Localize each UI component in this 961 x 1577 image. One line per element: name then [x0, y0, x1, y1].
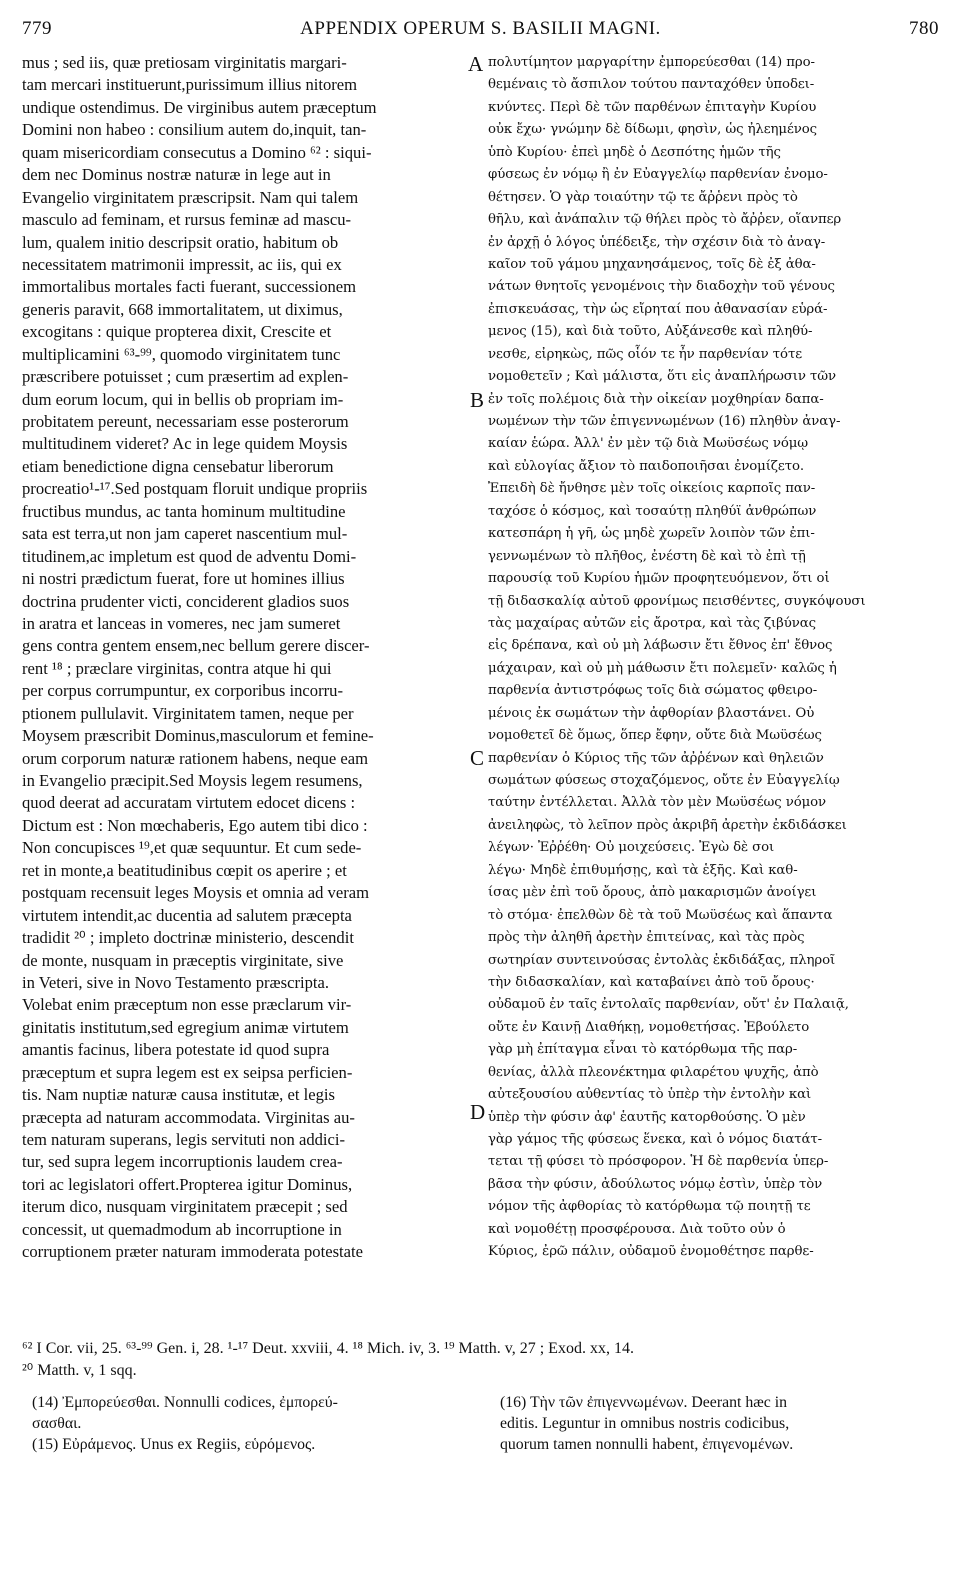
greek-text-line: βᾶσα τὴν φύσιν, ἀδούλωτος νόμῳ ἐστὶν, ὑπὲρ τὸν	[488, 1176, 823, 1192]
latin-text-line: necessitatem matrimonii impressit, ac iis, qui ex	[22, 254, 342, 274]
greek-text-line: θῆλυ, καὶ ἀνάπαλιν τῷ θήλει πρὸς τὸ ἄῤῥεν, οἵανπερ	[488, 212, 842, 228]
greek-text-line: καίαν ἑώρα. Ἀλλ' ἐν μὲν τῷ διὰ Μωϋσέως νόμῳ	[488, 436, 809, 452]
latin-text-line: Volebat enim præceptum non esse præclarum vir-	[22, 995, 352, 1015]
latin-column	[22, 52, 468, 1264]
greek-text-line: σωμάτων φύσεως στοχαζόμενος, οὔτε ἐν Εὐαγγελίῳ	[488, 773, 840, 788]
greek-text-line: καὶ εὐλογίας ἄξιον τὸ παιδοποιῆσαι ἐνομίζετο.	[488, 458, 804, 474]
latin-text-line: tem naturam superans, legis servituti non addici-	[22, 1130, 346, 1149]
latin-text-line: ptionem pullulavit. Virginitatem tamen, neque per	[22, 703, 354, 723]
greek-text-line: παρουσίᾳ τοῦ Κυρίου ἡμῶν προφητευόμενον, ὅτι οἱ	[488, 571, 830, 587]
greek-text-line: μάχαιραν, καὶ οὐ μὴ μάθωσιν ἔτι πολεμεῖν· καλῶς ἡ	[488, 660, 837, 676]
greek-text-line: θενίας, ἀλλὰ πλεονέκτημα φιλαρέτου ψυχῆς, ἀπὸ	[488, 1064, 819, 1080]
latin-text-line: etiam benedictione digna censebatur liberorum	[22, 456, 334, 476]
latin-text-line: ni nostri prædictum fuerat, fore ut homines illius	[22, 569, 345, 589]
greek-text-line: πρὸς τὴν ἀληθῆ ἀρετὴν ἐπιτείνας, καὶ τὰς πρὸς	[488, 930, 805, 946]
latin-text-line: fructibus mundus, ac tanta hominum multitudine	[22, 501, 346, 521]
latin-text-line: Moysem præscribit Dominus,masculorum et femine-	[22, 726, 374, 746]
greek-text-line: γὰρ γάμος τῆς φύσεως ἕνεκα, καὶ ὁ νόμος διατάτ-	[488, 1132, 822, 1147]
latin-text-line: ret in monte,a beatitudinibus cœpit os aperire ; et	[22, 860, 347, 880]
greek-text-line: τὴν διδασκαλίαν, καὶ καταβαίνει ἀπὸ τοῦ ὄρους·	[488, 974, 815, 990]
greek-text-line: πολυτίμητον μαργαρίτην ἐμπορεύεσθαι (14) προ-	[488, 55, 815, 70]
latin-text-line: Dictum est : Non mœchaberis, Ego autem tibi dico :	[22, 815, 368, 835]
latin-text-line: præscribere potuisset ; cum præsertim ad explen-	[22, 367, 349, 387]
margin-marker-c: C	[470, 746, 485, 770]
greek-text-line: ὑπὸ Κυρίου· ἐπεὶ μηδὲ ὁ Δεσπότης ἡμῶν τῆς	[488, 144, 781, 160]
margin-marker-d: D	[470, 1100, 486, 1124]
greek-text-line: οὐδαμοῦ ἐν ταῖς ἐντολαῖς παρθενίαν, οὔτ' ἐν Παλαιᾷ,	[488, 997, 849, 1013]
greek-text-line: ταύτην ἐντέλλεται. Ἀλλὰ τὸν μὲν Μωϋσέως νόμον	[488, 795, 827, 811]
scripture-references	[22, 1338, 939, 1382]
greek-text-line: μενος (15), καὶ διὰ τοῦτο, Αὐξάνεσθε καὶ πληθύ-	[488, 324, 813, 340]
greek-text-line: λέγω· Μηδὲ ἐπιθυμήσῃς, καὶ τὰ ἑξῆς. Καὶ καθ-	[488, 862, 798, 878]
running-header	[22, 18, 939, 48]
greek-text-line: αὐτεξουσίου αὐθεντίας τὸ ὑπὲρ τὴν ἐντολὴν καὶ	[488, 1087, 812, 1103]
latin-text-line: procreatio¹-¹⁷.Sed postquam floruit undique propriis	[22, 479, 368, 499]
greek-text-line: σωτηρίαν συντεινούσας ἐντολὰς ἐκδιδάξας, πληροῖ	[488, 952, 836, 968]
latin-text-line: generis paravit, 668 immortalitatem, ut diximus,	[22, 299, 343, 319]
greek-text-line: ὑπὲρ τὴν φύσιν ἀφ' ἑαυτῆς κατορθούσης. Ὁ μὲν	[488, 1109, 806, 1125]
footnotes-left	[32, 1392, 472, 1455]
latin-text-line: corruptionem præter naturam immoderata potestate	[22, 1242, 363, 1262]
greek-text-line: νομοθετεῖ δὲ ὅμως, ὅπερ ἔφην, οὔτε διὰ Μωϋσέως	[488, 728, 822, 744]
latin-text-line: dem nec Dominus nostræ naturæ in lege aut in	[22, 165, 331, 185]
greek-text-line: τεται τῇ φύσει τὸ πρόσφορον. Ἡ δὲ παρθενία ὑπερ-	[488, 1154, 829, 1170]
greek-text-line: οὐκ ἔχω· γνώμην δὲ δίδωμι, φησὶν, ὡς ἠλεημένος	[488, 122, 817, 138]
greek-text-line: παρθενία ἀντιστρόφως τοῖς διὰ σώματος φθειρο-	[488, 683, 818, 699]
footnotes-right	[500, 1392, 940, 1455]
latin-text-line: titudinem,ac impletum est quod de adventu Domi-	[22, 546, 357, 566]
latin-text-line: præcepta ad naturam accommodata. Virginitas au-	[22, 1107, 355, 1127]
greek-text-line: καὶ νομοθέτῃ προσφέρουσα. Διὰ τοῦτο οὐν ὁ	[488, 1221, 786, 1237]
greek-text-line: κνύντες. Περὶ δὲ τῶν παρθένων ἐπιταγὴν Κυρίου	[488, 99, 817, 115]
latin-text-line: sata est terra,ut non jam caperet nascentium mul-	[22, 524, 348, 544]
footnote-line: (14) Ἐμπορεύεσθαι. Nonnulli codices, ἐμπορεύ-	[32, 1394, 338, 1411]
latin-text-line: rent ¹⁸ ; præclare virginitas, contra atque hi qui	[22, 658, 332, 678]
greek-text-line: θεμέναις τὸ ἄσπιλον τούτου πανταχόθεν ὑποδει-	[488, 77, 815, 93]
latin-text-line: masculo ad feminam, et rursus feminæ ad mascu-	[22, 210, 352, 230]
greek-text-line: ίσας μὲν ἐπὶ τοῦ ὄρους, ἀπὸ μακαρισμῶν ἀνοίγει	[488, 885, 817, 901]
latin-text-line: concessit, ut quemadmodum ab incorruptione in	[22, 1219, 342, 1239]
latin-text-line: postquam recensuit leges Moysis et omnia ad veram	[22, 883, 370, 903]
latin-text-line: Domini non habeo : consilium autem do,inquit, tan-	[22, 120, 367, 140]
latin-text-line: gens contra gentem ensem,nec bellum gerere discer-	[22, 636, 370, 656]
latin-text-line: immortalibus mortales facti fuerant, successionem	[22, 277, 357, 297]
greek-text-line: ἐπισκευάσας, τὴν ὡς εἴρηταί που ἀθανασίαν εὑρά-	[488, 301, 828, 317]
greek-text-line: μένοις ἐκ σωμάτων τὴν ἀφθορίαν βλαστάνει. Οὐ	[488, 705, 815, 721]
latin-text-line: in Veteri, sive in Novo Testamento præscripta.	[22, 972, 329, 992]
reference-line: ⁶² I Cor. vii, 25. ⁶³-⁹⁹ Gen. i, 28. ¹-¹⁷ Deut. xxviii, 4. ¹⁸ Mich. iv, 3. ¹⁹ Matth. v, 27 ; Exod. xx, 14.	[22, 1340, 634, 1357]
greek-text-line: καῖον τοῦ γάμου μηχανησάμενος, τοῖς δὲ ἐξ ἀθα-	[488, 256, 816, 272]
greek-text-line: νάτων θνητοῖς γενομένοις τὴν διαδοχὴν τοῦ γένους	[488, 279, 835, 295]
greek-text-line: νεσθε, εἰρηκὼς, πῶς οἷόν τε ἦν παρθενίαν τότε	[488, 346, 802, 362]
greek-text-line: θέτησεν. Ὁ γὰρ τοιαύτην τῷ τε ἄῤῥενι πρὸς τὸ	[488, 189, 798, 205]
latin-text-line: mus ; sed iis, quæ pretiosam virginitatis margari-	[22, 53, 347, 72]
greek-column	[488, 52, 942, 1264]
greek-text-line: γὰρ μὴ ἐπίταγμα εἶναι τὸ κατόρθωμα τῆς παρ-	[488, 1042, 798, 1058]
latin-text-line: doctrina prudenter victi, conciderent gladios suos	[22, 591, 350, 611]
latin-text-line: de monte, nusquam in præceptis virginitate, sive	[22, 950, 344, 970]
latin-text-line: Non concupisces ¹⁹,et quæ sequuntur. Et cum sede-	[22, 838, 362, 858]
page-number-left: 779	[22, 18, 52, 39]
latin-text-line: Evangelio virginitatem præscripsit. Nam qui talem	[22, 187, 359, 207]
latin-text-line: orum corporum naturæ rationem habens, neque eam	[22, 748, 369, 768]
greek-text-line: φύσεως ἐν νόμῳ ἢ ἐν Εὐαγγελίῳ παρθενίαν ἐνομο-	[488, 167, 828, 183]
running-title: APPENDIX OPERUM S. BASILII MAGNI.	[300, 18, 661, 39]
greek-text-line: ἀνειληφὼς, τὸ λεῖπον πρὸς ἀκριβῆ ἀρετὴν ἐκδιδάσκει	[488, 817, 847, 833]
greek-text-line: παρθενίαν ὁ Κύριος τῆς τῶν ἀῤῥένων καὶ θηλειῶν	[488, 750, 824, 766]
footnote-line: (16) Τὴν τῶν ἐπιγεννωμένων. Deerant hæc in	[500, 1394, 788, 1411]
footnote-line: (15) Εὐράμενος. Unus ex Regiis, εὑρόμενος.	[32, 1436, 316, 1453]
margin-marker-a: A	[468, 52, 484, 76]
greek-text-line: ἐν ἀρχῇ ὁ λόγος ὑπέδειξε, τὴν σχέσιν διὰ τὸ ἀναγ-	[488, 234, 826, 250]
footnote-line: editis. Leguntur in omnibus nostris codicibus,	[500, 1415, 790, 1432]
latin-text-line: ginitatis institutum,sed egregium animæ virtutem	[22, 1017, 349, 1037]
latin-text-line: amantis facinus, libera potestate id quod supra	[22, 1040, 330, 1060]
latin-text-line: quod deerat ad accuratam virtutem edocet dicens :	[22, 793, 356, 813]
greek-text-line: ἐν τοῖς πολέμοις διὰ τὴν οἰκείαν μοχθηρίαν δαπα-	[488, 391, 824, 407]
latin-text-line: multitudinem videret? Ac in lege quidem Moysis	[22, 434, 348, 454]
greek-text-line: λέγων· Ἐῤῥέθη· Οὐ μοιχεύσεις. Ἐγὼ δὲ σοι	[488, 840, 775, 856]
latin-text-line: præceptum et supra legem est ex seipsa perficien-	[22, 1062, 353, 1082]
reference-line: ²⁰ Matth. v, 1 sqq.	[22, 1362, 137, 1379]
greek-text-line: οὔτε ἐν Καινῇ Διαθήκῃ, νομοθετήσας. Ἐβούλετο	[488, 1019, 810, 1035]
greek-text-line: τὰς μαχαίρας αὐτῶν εἰς ἄροτρα, καὶ τὰς ζιβύνας	[488, 615, 816, 631]
greek-text-line: τῇ διδασκαλίᾳ αὐτοῦ φρονίμως πεισθέντες, συγκόψουσι	[488, 593, 866, 609]
greek-text-line: Κύριος, ἐρῶ πάλιν, οὐδαμοῦ ἐνομοθέτησε παρθε-	[488, 1244, 814, 1260]
latin-text-line: undique ostendimus. De virginibus autem præceptum	[22, 97, 377, 117]
latin-text-line: lum, qualem initio descripsit oratio, habitum ob	[22, 232, 339, 252]
footnote-line: σασθαι.	[32, 1415, 82, 1432]
latin-text-line: virtutem intendit,ac ducentia ad salutem præcepta	[22, 905, 352, 925]
latin-text-line: excogitans : quique propterea dixit, Crescite et	[22, 322, 332, 342]
greek-text-line: νομοθετεῖν ; Καὶ μάλιστα, ὅτι εἰς ἀναπλήρωσιν τῶν	[488, 369, 836, 385]
greek-text-line: τὸ στόμα· ἐπελθὼν δὲ τὰ τοῦ Μωϋσέως καὶ ἅπαντα	[488, 907, 833, 923]
margin-marker-b: B	[470, 388, 485, 412]
latin-text-line: probitatem pereunt, necessariam esse posterorum	[22, 412, 349, 431]
greek-text-line: εἰς δρέπανα, καὶ οὐ μὴ λάβωσιν ἔτι ἔθνος ἐπ' ἔθνος	[488, 638, 833, 654]
latin-text-line: per corpus corrumpuntur, ex corporibus incorru-	[22, 681, 343, 701]
page-number-right: 780	[909, 18, 939, 39]
latin-text-line: tam mercari instituerunt,purissimum illius nitorem	[22, 75, 358, 95]
greek-text-line: ταχόσε ὁ κόσμος, καὶ τοσαύτῃ πληθύϊ ἀνθρώπων	[488, 503, 817, 519]
latin-text-line: tis. Nam nuptiæ naturæ causa institutæ, et legis	[22, 1085, 335, 1105]
greek-text-line: νόμον τῆς ἀφθορίας τὸ κατόρθωμα τῷ ποιητῇ τε	[488, 1199, 811, 1215]
footnote-line: quorum tamen nonnulli habent, ἐπιγενομένων.	[500, 1436, 794, 1453]
latin-text-line: quam misericordiam consecutus a Domino ⁶² : siqui-	[22, 142, 372, 162]
latin-text-line: multiplicamini ⁶³-⁹⁹, quomodo virginitatem tunc	[22, 344, 341, 364]
latin-text-line: dum eorum locum, qui in bellis ob propriam im-	[22, 389, 344, 409]
greek-text-line: νωμένων τὴν τῶν ἐπιγεννωμένων (16) πληθὺν ἀναγ-	[488, 414, 841, 429]
latin-text-line: tori ac legislatori offert.Propterea igitur Dominus,	[22, 1174, 353, 1194]
greek-text-line: γεννωμένων τὸ πλῆθος, ἐνέστη δὲ καὶ τὸ ἐπὶ τῇ	[488, 548, 806, 564]
greek-text-line: κατεσπάρη ἡ γῆ, ὡς μηδὲ χωρεῖν λοιπὸν τῶν ἐπι-	[488, 526, 815, 542]
latin-text-line: iterum dico, nusquam virginitatem præcepit ; sed	[22, 1197, 348, 1217]
latin-text-line: tur, sed supra legem incorruptionis laudem crea-	[22, 1152, 343, 1172]
latin-text-line: in aratra et lanceas in vomeres, nec jam sumeret	[22, 613, 341, 633]
latin-text-line: tradidit ²⁰ ; impleto doctrinæ ministerio, descendit	[22, 928, 354, 948]
latin-text-line: in Evangelio præcipit.Sed Moysis legem resumens,	[22, 771, 363, 790]
greek-text-line: Ἐπειδὴ δὲ ἤνθησε μὲν τοῖς οἰκείοις καρποῖς παν-	[488, 481, 816, 497]
